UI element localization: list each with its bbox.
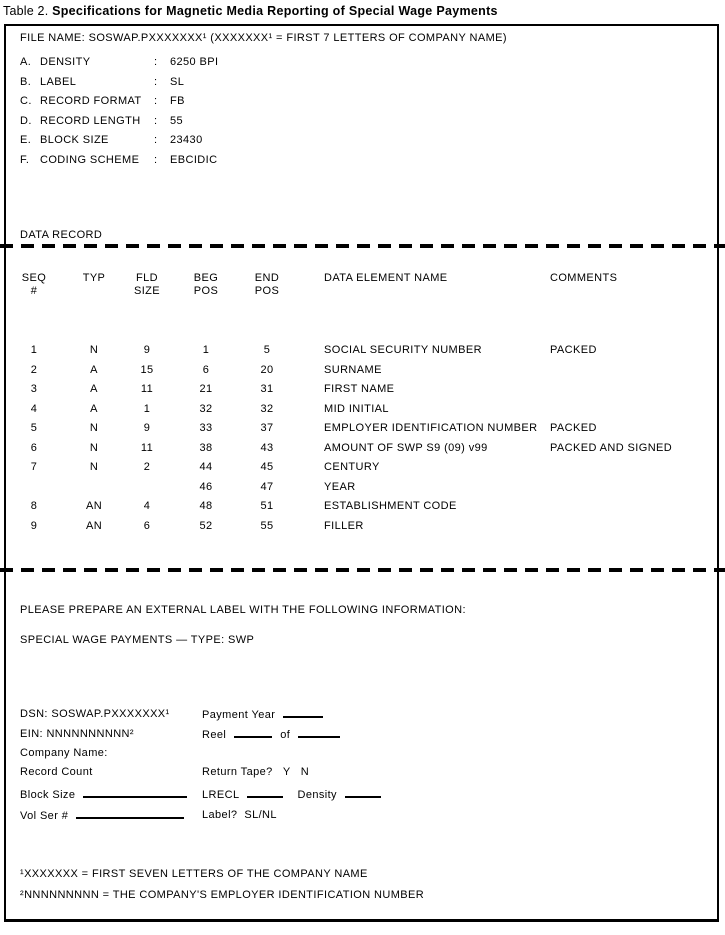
spec-row-record-length	[6, 115, 717, 129]
table-title-prefix: Table 2.	[3, 4, 53, 18]
spec-value: EBCIDIC	[170, 153, 218, 166]
lrecl-label: LRECL	[202, 789, 240, 801]
cell-beg-pos: 32	[199, 402, 213, 415]
cell-beg-pos: 46	[199, 480, 213, 493]
spec-colon: :	[154, 153, 158, 166]
spec-row-coding-scheme	[6, 154, 717, 168]
col-header-end-pos: POS	[254, 285, 280, 297]
reel-of-label: of	[280, 729, 291, 741]
table-row	[6, 383, 717, 397]
cell-fld-size: 11	[140, 441, 154, 454]
table-row	[6, 442, 717, 456]
spec-value: SL	[170, 75, 185, 88]
col-header-beg: BEG	[193, 272, 219, 284]
vol-ser-blank	[76, 809, 184, 819]
table-row	[6, 461, 717, 475]
cell-fld-size: 9	[143, 344, 151, 356]
cell-end-pos: 47	[260, 480, 274, 493]
spec-value: 23430	[170, 134, 203, 146]
col-header-name: DATA ELEMENT NAME	[324, 272, 448, 284]
spec-row-block-size	[6, 134, 717, 148]
cell-typ: N	[89, 441, 99, 454]
cell-end-pos: 32	[260, 402, 274, 415]
table-header-line2	[6, 285, 717, 299]
spec-row-density	[6, 56, 717, 70]
spec-row-record-format	[6, 95, 717, 109]
spec-letter: A.	[20, 56, 32, 68]
company-name-label: Company Name:	[20, 747, 108, 759]
form-row-block-size	[6, 788, 717, 802]
cell-beg-pos: 48	[199, 500, 213, 512]
cell-beg-pos: 33	[199, 422, 213, 434]
cell-fld-size: 15	[140, 363, 154, 376]
cell-typ: AN	[85, 500, 103, 512]
spec-colon: :	[154, 134, 158, 146]
table-row	[6, 481, 717, 495]
dashed-separator-top	[0, 244, 725, 248]
spec-letter: B.	[20, 75, 32, 88]
reel-blank-2	[298, 728, 340, 738]
spec-label: DENSITY	[40, 56, 91, 68]
file-name-line: FILE NAME: SOSWAP.PXXXXXXX¹ (XXXXXXX¹ = FIRST 7 LETTERS OF COMPANY NAME)	[20, 32, 507, 44]
spec-value: FB	[170, 95, 185, 107]
reel-label: Reel	[202, 729, 227, 741]
spec-value: 55	[170, 114, 184, 127]
reel-field	[202, 728, 340, 741]
spec-colon: :	[154, 75, 158, 88]
cell-fld-size: 9	[143, 422, 151, 434]
cell-comments: PACKED	[550, 344, 597, 356]
form-row-dsn	[6, 708, 717, 722]
cell-seq: 7	[30, 461, 38, 473]
cell-beg-pos: 21	[199, 383, 213, 395]
record-count-label: Record Count	[20, 766, 93, 778]
external-label-instruction: PLEASE PREPARE AN EXTERNAL LABEL WITH THE FOLLOWING INFORMATION:	[20, 604, 466, 616]
cell-end-pos: 37	[260, 422, 274, 434]
spec-colon: :	[154, 114, 158, 127]
cell-seq: 9	[30, 519, 38, 532]
col-header-comments: COMMENTS	[550, 272, 618, 284]
spec-letter: C.	[20, 95, 32, 107]
table-row	[6, 403, 717, 417]
cell-beg-pos: 6	[202, 363, 210, 376]
cell-typ: N	[89, 344, 99, 356]
table-row	[6, 344, 717, 358]
col-header-fld: FLD	[136, 272, 158, 284]
cell-comments: PACKED AND SIGNED	[550, 441, 673, 454]
form-row-record-count	[6, 766, 717, 780]
cell-seq: 5	[30, 422, 38, 434]
table-row	[6, 500, 717, 514]
table-title-main: Specifications for Magnetic Media Reporting of Special Wage Payments	[52, 4, 498, 18]
lrecl-blank	[247, 788, 283, 798]
col-header-typ: TYP	[82, 272, 106, 284]
spec-colon: :	[154, 56, 158, 68]
cell-fld-size: 11	[140, 383, 154, 395]
cell-typ: N	[89, 422, 99, 434]
block-size-label: Block Size	[20, 789, 76, 801]
block-size-field	[20, 788, 187, 801]
density-blank	[345, 788, 381, 798]
density-label: Density	[297, 789, 337, 801]
cell-fld-size: 1	[143, 402, 151, 415]
cell-fld-size: 6	[143, 519, 151, 532]
cell-data-element-name: FILLER	[324, 519, 364, 532]
payment-year-blank	[283, 708, 323, 718]
spec-colon: :	[154, 95, 158, 107]
cell-end-pos: 31	[260, 383, 274, 395]
ein-label: EIN: NNNNNNNNNN²	[20, 728, 134, 740]
col-header-beg-pos: POS	[193, 285, 219, 297]
col-header-fld-size: SIZE	[133, 285, 161, 297]
spec-box	[4, 24, 719, 922]
col-header-seq: SEQ	[21, 272, 47, 284]
block-size-blank	[83, 788, 187, 798]
reel-blank-1	[234, 728, 272, 738]
cell-data-element-name: AMOUNT OF SWP S9 (09) v99	[324, 441, 488, 454]
cell-data-element-name: SURNAME	[324, 363, 382, 376]
cell-beg-pos: 52	[199, 519, 213, 532]
cell-typ: AN	[85, 519, 103, 532]
spec-label: RECORD FORMAT	[40, 95, 142, 107]
spec-letter: D.	[20, 114, 32, 127]
footnote-1: ¹XXXXXXX = FIRST SEVEN LETTERS OF THE COMPANY NAME	[20, 868, 368, 880]
cell-data-element-name: YEAR	[324, 480, 356, 493]
cell-seq: 8	[30, 500, 38, 512]
cell-end-pos: 5	[263, 344, 271, 356]
form-row-ein	[6, 728, 717, 742]
cell-seq: 3	[30, 383, 38, 395]
cell-beg-pos: 38	[199, 441, 213, 454]
vol-ser-label: Vol Ser #	[20, 810, 69, 822]
cell-typ: A	[90, 363, 98, 376]
cell-seq: 4	[30, 402, 38, 415]
external-label-type-line: SPECIAL WAGE PAYMENTS — TYPE: SWP	[20, 634, 255, 646]
spec-row-label	[6, 76, 717, 90]
cell-typ: A	[90, 383, 98, 395]
payment-year-label: Payment Year	[202, 709, 276, 721]
table-header-line1	[6, 272, 717, 286]
cell-data-element-name: ESTABLISHMENT CODE	[324, 500, 457, 512]
spec-label: RECORD LENGTH	[40, 114, 141, 127]
table-title	[3, 4, 498, 18]
table-row	[6, 422, 717, 436]
spec-value: 6250 BPI	[170, 56, 219, 68]
col-header-seq-hash: #	[30, 285, 38, 297]
lrecl-density-field	[202, 788, 381, 801]
spec-label: LABEL	[40, 75, 77, 88]
data-record-label: DATA RECORD	[20, 229, 103, 241]
cell-end-pos: 55	[260, 519, 274, 532]
spec-letter: E.	[20, 134, 32, 146]
cell-comments: PACKED	[550, 422, 597, 434]
spec-label: BLOCK SIZE	[40, 134, 109, 146]
cell-data-element-name: SOCIAL SECURITY NUMBER	[324, 344, 482, 356]
spec-label: CODING SCHEME	[40, 153, 140, 166]
dashed-separator-bottom	[0, 568, 725, 572]
cell-fld-size: 4	[143, 500, 151, 512]
cell-data-element-name: EMPLOYER IDENTIFICATION NUMBER	[324, 422, 538, 434]
label-sl-nl-field: Label? SL/NL	[202, 809, 277, 821]
cell-fld-size: 2	[143, 461, 151, 473]
spec-letter: F.	[20, 153, 30, 166]
cell-typ: N	[89, 461, 99, 473]
dsn-label: DSN: SOSWAP.PXXXXXXX¹	[20, 708, 170, 720]
payment-year-field	[202, 708, 323, 721]
table-row	[6, 364, 717, 378]
table-row	[6, 520, 717, 534]
vol-ser-field	[20, 809, 184, 822]
col-header-end: END	[254, 272, 280, 284]
cell-data-element-name: MID INITIAL	[324, 402, 389, 415]
footnote-2: ²NNNNNNNNN = THE COMPANY'S EMPLOYER IDENTIFICATION NUMBER	[20, 889, 425, 901]
cell-end-pos: 20	[260, 363, 274, 376]
cell-beg-pos: 44	[199, 461, 213, 473]
cell-seq: 6	[30, 441, 38, 454]
cell-end-pos: 43	[260, 441, 274, 454]
cell-seq: 2	[30, 363, 38, 376]
cell-seq: 1	[30, 344, 38, 356]
cell-data-element-name: FIRST NAME	[324, 383, 395, 395]
form-row-vol-ser	[6, 809, 717, 823]
cell-end-pos: 51	[260, 500, 274, 512]
cell-beg-pos: 1	[202, 344, 210, 356]
cell-data-element-name: CENTURY	[324, 461, 380, 473]
cell-typ: A	[90, 402, 98, 415]
return-tape-field: Return Tape? Y N	[202, 766, 310, 778]
form-row-company	[6, 747, 717, 761]
cell-end-pos: 45	[260, 461, 274, 473]
